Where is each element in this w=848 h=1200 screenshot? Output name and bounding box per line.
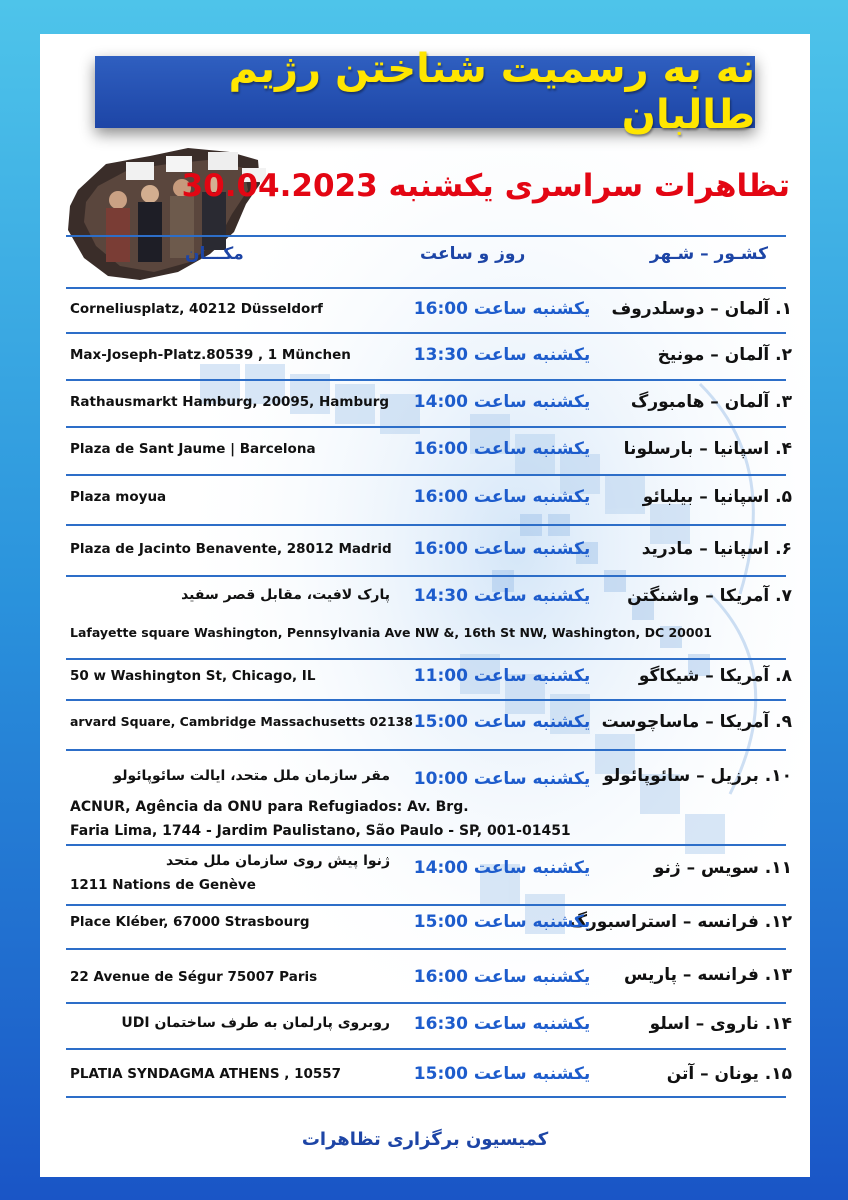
row-11-city: ۱۱. سویس – ژنو: [653, 858, 792, 878]
row-7-location-fa: پارک لافیت، مقابل قصر سفید: [181, 587, 390, 603]
row-5-time: یکشنبه ساعت 16:00: [413, 487, 591, 507]
row-10-location-fa: مقر سازمان ملل متحد، ایالت سائوپائولو: [113, 768, 390, 784]
row-divider: [66, 658, 786, 660]
row-14-time: یکشنبه ساعت 16:30: [413, 1014, 591, 1034]
row-2-location: Max-Joseph-Platz.80539 , 1 München: [70, 347, 351, 363]
row-10-location-line2: Faria Lima, 1744 - Jardim Paulistano, São Paulo - SP, 001-01451: [70, 823, 571, 839]
header-location: مکـــان: [185, 244, 244, 264]
protest-photo-map: [58, 142, 298, 282]
row-11-time: یکشنبه ساعت 14:00: [413, 858, 591, 878]
poster-title: نه به رسمیت شناختن رژیم طالبان: [228, 46, 755, 138]
row-3-city: ۳. آلمان – هامبورگ: [630, 392, 792, 412]
row-3-location: Rathausmarkt Hamburg, 20095, Hamburg: [70, 394, 390, 410]
content-panel: [40, 34, 810, 1177]
row-12-time: یکشنبه ساعت 15:00: [413, 912, 591, 932]
row-3-time: یکشنبه ساعت 14:00: [413, 392, 591, 412]
row-13-location: 22 Avenue de Ségur 75007 Paris: [70, 969, 318, 985]
row-12-location: Place Kléber, 67000 Strasbourg: [70, 914, 310, 930]
row-divider: [66, 1048, 786, 1050]
header-country-city: کشـور – شـهر: [649, 244, 768, 264]
row-divider: [66, 699, 786, 701]
row-7-location: Lafayette square Washington, Pennsylvania Ave NW &, 16th St NW, Washington, DC 20001: [70, 625, 712, 640]
row-divider: [66, 948, 786, 950]
table-bottom-rule: [66, 1096, 786, 1098]
row-2-city: ۲. آلمان – مونیخ: [657, 345, 792, 365]
row-6-time: یکشنبه ساعت 16:00: [413, 539, 591, 559]
header-bottom-rule: [66, 287, 786, 289]
row-5-city: ۵. اسپانیا – بیلبائو: [642, 487, 792, 507]
header-top-rule: [66, 235, 786, 237]
event-subtitle: تظاهرات سراسری یکشنبه 30.04.2023: [181, 168, 790, 204]
row-13-time: یکشنبه ساعت 16:00: [413, 967, 591, 987]
row-10-city: ۱۰. برزیل – سائوپائولو: [603, 766, 792, 786]
row-8-time: یکشنبه ساعت 11:00: [413, 666, 591, 686]
row-10-time: یکشنبه ساعت 10:00: [413, 769, 591, 789]
row-divider: [66, 332, 786, 334]
row-8-location: 50 w Washington St, Chicago, IL: [70, 668, 316, 684]
row-4-city: ۴. اسپانیا – بارسلونا: [623, 439, 792, 459]
title-banner: [95, 46, 755, 138]
row-divider: [66, 524, 786, 526]
row-divider: [66, 749, 786, 751]
row-divider: [66, 844, 786, 846]
row-14-city: ۱۴. ناروی – اسلو: [649, 1014, 792, 1034]
row-4-time: یکشنبه ساعت 16:00: [413, 439, 591, 459]
row-divider: [66, 426, 786, 428]
row-12-city: ۱۲. فرانسه – استراسبورگ: [569, 912, 792, 932]
row-15-time: یکشنبه ساعت 15:00: [413, 1064, 591, 1084]
row-divider: [66, 904, 786, 906]
row-1-time: یکشنبه ساعت 16:00: [413, 299, 591, 319]
row-9-location: arvard Square, Cambridge Massachusetts 02138: [70, 714, 413, 729]
row-2-time: یکشنبه ساعت 13:30: [413, 345, 591, 365]
row-15-city: ۱۵. یونان – آتن: [666, 1064, 792, 1084]
row-10-location-line1: ACNUR, Agência da ONU para Refugiados: Av. Brg.: [70, 799, 469, 815]
row-11-location-fa: ژنوا پیش روی سازمان ملل متحد: [165, 853, 390, 869]
row-15-location: PLATIA SYNDAGMA ATHENS , 10557: [70, 1066, 342, 1082]
row-divider: [66, 379, 786, 381]
row-4-location: Plaza de Sant Jaume | Barcelona: [70, 441, 316, 457]
row-11-location: 1211 Nations de Genève: [70, 877, 256, 893]
row-divider: [66, 474, 786, 476]
header-day-time: روز و ساعت: [420, 244, 526, 264]
row-9-time: یکشنبه ساعت 15:00: [413, 712, 591, 732]
row-1-city: ۱. آلمان – دوسلدروف: [611, 299, 792, 319]
row-14-location-fa: روبروی پارلمان به طرف ساختمان UDI: [121, 1015, 390, 1031]
row-divider: [66, 1002, 786, 1004]
row-7-time: یکشنبه ساعت 14:30: [413, 586, 591, 606]
row-6-location: Plaza de Jacinto Benavente, 28012 Madrid: [70, 541, 392, 557]
row-5-location: Plaza moyua: [70, 489, 167, 505]
row-13-city: ۱۳. فرانسه – پاریس: [624, 965, 792, 985]
row-8-city: ۸. آمریکا – شیکاگو: [638, 666, 792, 686]
organizer-footer: کمیسیون برگزاری تظاهرات: [301, 1129, 549, 1150]
row-divider: [66, 575, 786, 577]
row-6-city: ۶. اسپانیا – مادرید: [641, 539, 792, 559]
row-7-city: ۷. آمریکا – واشنگتن: [627, 586, 792, 606]
row-1-location: Corneliusplatz, 40212 Düsseldorf: [70, 301, 323, 317]
row-9-city: ۹. آمریکا – ماساچوست: [601, 712, 792, 732]
